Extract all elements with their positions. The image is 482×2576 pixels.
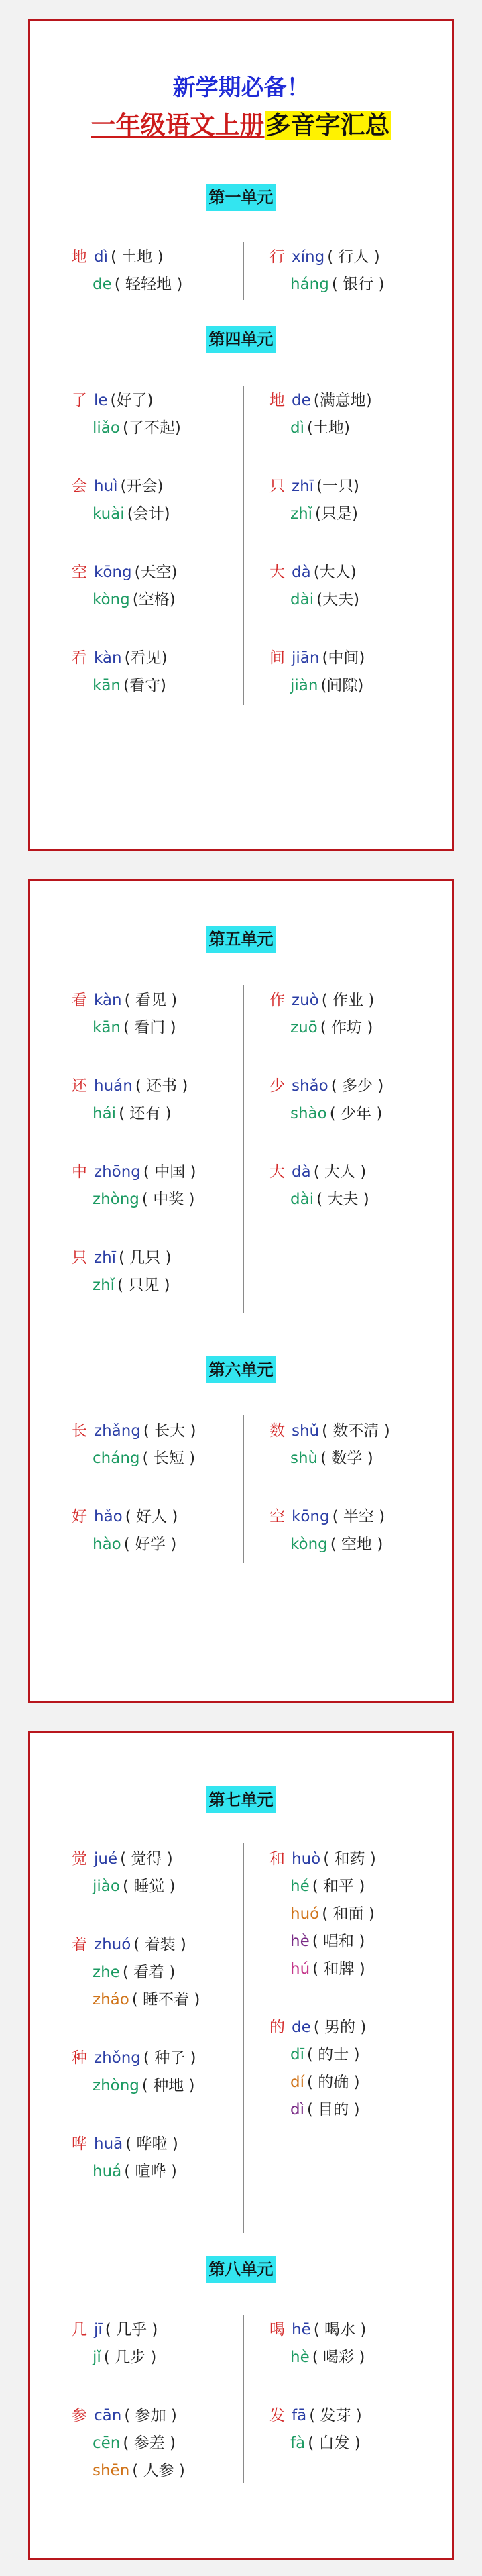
polyphone-character: 了 [72, 392, 87, 409]
polyphone-character: 地 [269, 392, 285, 409]
reading-line [269, 387, 444, 415]
example-word: ( 着装 ) [133, 1936, 186, 1953]
polyphone-character: 觉 [72, 1850, 87, 1868]
polyphone-character: 行 [269, 248, 285, 266]
unit1-right-column [269, 244, 444, 299]
card-units-1-4 [28, 19, 454, 851]
example-word: ( 种地 ) [141, 2077, 195, 2094]
subtitle-topic: 多音字汇总 [265, 111, 390, 140]
pinyin: kòng [290, 1536, 328, 1553]
polyphone-entry [72, 244, 246, 299]
example-word: ( 只见 ) [117, 1277, 170, 1294]
pinyin: dài [290, 1191, 314, 1208]
example-word: ( 中国 ) [143, 1163, 196, 1181]
reading-line [269, 1186, 444, 1214]
reading-line [269, 1100, 444, 1128]
reading-line [72, 2072, 246, 2100]
example-word: ( 看着 ) [122, 1964, 176, 1981]
polyphone-entry [269, 1845, 444, 1983]
pinyin: zhòng [93, 1191, 139, 1208]
example-word: ( 和药 ) [323, 1850, 376, 1868]
reading-line [269, 473, 444, 500]
example-word: ( 几只 ) [119, 1249, 172, 1267]
reading-line [269, 1445, 444, 1472]
example-word: ( 种子 ) [143, 2049, 196, 2067]
card-units-5-6 [28, 879, 454, 1703]
polyphone-character: 哗 [72, 2135, 87, 2153]
unit5-left-column [72, 987, 246, 1299]
pinyin: zhǒng [94, 2049, 141, 2067]
reading-line [269, 1531, 444, 1558]
pinyin: hǎo [94, 1508, 123, 1525]
reading-line [269, 1159, 444, 1186]
example-word: ( 参加 ) [124, 2407, 177, 2424]
reading-line [72, 415, 246, 442]
example-word: ( 多少 ) [330, 1077, 384, 1095]
polyphone-character: 喝 [269, 2321, 285, 2339]
example-word: (天空) [134, 564, 178, 581]
pinyin: jiào [93, 1878, 120, 1895]
example-word: ( 好学 ) [123, 1536, 177, 1553]
polyphone-entry [269, 387, 444, 442]
polyphone-character: 空 [269, 1508, 285, 1525]
page-title: 新学期必备！ [172, 74, 310, 101]
pinyin: háng [290, 276, 329, 293]
example-word: ( 喝水 ) [313, 2321, 367, 2339]
reading-line [72, 244, 246, 271]
reading-line [72, 1873, 246, 1900]
example-word: ( 的确 ) [307, 2074, 360, 2091]
pinyin: huì [94, 478, 118, 495]
pinyin: shào [290, 1105, 327, 1122]
polyphone-entry [72, 1159, 246, 1214]
reading-line [269, 1014, 444, 1042]
pinyin: hào [93, 1536, 121, 1553]
reading-line [269, 415, 444, 442]
example-word: ( 作业 ) [321, 991, 375, 1009]
reading-line [72, 1931, 246, 1959]
unit4-left-column [72, 387, 246, 700]
reading-line [269, 244, 444, 271]
unit6-right-column [269, 1417, 444, 1558]
reading-line [72, 1073, 246, 1100]
reading-line [72, 2158, 246, 2186]
example-word: (大人) [313, 564, 357, 581]
example-word: ( 参差 ) [123, 2434, 176, 2452]
unit6-left-column [72, 1417, 246, 1558]
example-word: ( 还有 ) [119, 1105, 172, 1122]
reading-line [72, 1272, 246, 1299]
polyphone-entry [269, 473, 444, 528]
pinyin: hú [290, 1960, 310, 1978]
pinyin: hē [292, 2321, 311, 2339]
pinyin: zhōng [94, 1163, 141, 1181]
example-word: (只是) [315, 505, 358, 523]
pinyin: kān [93, 1019, 121, 1036]
polyphone-character: 会 [72, 478, 87, 495]
example-word: ( 白发 ) [308, 2434, 361, 2452]
reading-line [269, 1900, 444, 1928]
pinyin: dí [290, 2074, 304, 2091]
pinyin: zhǐ [290, 505, 313, 523]
example-word: (好了) [110, 392, 154, 409]
polyphone-entry [269, 2402, 444, 2457]
polyphone-entry [72, 2316, 246, 2371]
reading-line [72, 1159, 246, 1186]
example-word: ( 觉得 ) [120, 1850, 173, 1868]
example-word: ( 哗啦 ) [125, 2135, 178, 2153]
pinyin: jī [94, 2321, 103, 2339]
example-word: ( 半空 ) [332, 1508, 385, 1525]
example-word: ( 睡不着 ) [131, 1991, 200, 2008]
polyphone-character: 好 [72, 1508, 87, 1525]
pinyin: jiān [292, 649, 320, 667]
example-word: ( 几步 ) [103, 2349, 157, 2366]
pinyin: zhe [93, 1964, 120, 1981]
polyphone-entry [269, 987, 444, 1042]
polyphone-character: 发 [269, 2407, 285, 2424]
reading-line [269, 500, 444, 528]
pinyin: le [94, 392, 108, 409]
pinyin: zuò [292, 991, 319, 1009]
polyphone-entry [72, 2045, 246, 2100]
example-word: ( 目的 ) [307, 2101, 360, 2118]
example-word: (一只) [316, 478, 359, 495]
pinyin: liǎo [93, 419, 120, 437]
pinyin: dì [290, 2101, 304, 2118]
polyphone-character: 作 [269, 991, 285, 1009]
example-word: ( 长大 ) [143, 1422, 196, 1440]
example-word: ( 还书 ) [135, 1077, 188, 1095]
example-word: (看见) [124, 649, 168, 667]
pinyin: dà [292, 564, 311, 581]
polyphone-character: 大 [269, 1163, 285, 1181]
reading-line [72, 2402, 246, 2430]
example-word: (大夫) [316, 591, 360, 608]
pinyin: jǐ [93, 2349, 101, 2366]
polyphone-entry [72, 387, 246, 442]
polyphone-character: 空 [72, 564, 87, 581]
example-word: ( 唱和 ) [312, 1933, 365, 1950]
polyphone-character: 和 [269, 1850, 285, 1868]
reading-line [72, 672, 246, 700]
example-word: ( 男的 ) [313, 2019, 367, 2036]
unit-label-1: 第一单元 [206, 184, 276, 211]
pinyin: jué [94, 1850, 118, 1868]
polyphone-character: 还 [72, 1077, 87, 1095]
page-subtitle [30, 105, 452, 141]
reading-line [72, 387, 246, 415]
reading-line [72, 559, 246, 586]
polyphone-character: 只 [269, 478, 285, 495]
example-word: ( 行人 ) [327, 248, 380, 266]
unit4-right-column [269, 387, 444, 700]
example-word: ( 银行 ) [331, 276, 385, 293]
example-word: ( 数不清 ) [322, 1422, 390, 1440]
example-word: ( 看门 ) [123, 1019, 176, 1036]
pinyin: kuài [93, 505, 125, 523]
subtitle-grade: 一年级语文上册 [91, 111, 265, 140]
pinyin: fà [290, 2434, 306, 2452]
example-word: ( 空地 ) [330, 1536, 383, 1553]
polyphone-entry [72, 1845, 246, 1900]
polyphone-entry [269, 1503, 444, 1558]
reading-line [72, 1986, 246, 2014]
polyphone-entry [72, 1931, 246, 2014]
reading-line [269, 1503, 444, 1531]
polyphone-character: 中 [72, 1163, 87, 1181]
pinyin: hé [290, 1878, 310, 1895]
example-word: ( 人参 ) [132, 2462, 185, 2479]
reading-line [72, 2430, 246, 2457]
polyphone-entry [269, 244, 444, 299]
pinyin: huā [94, 2135, 123, 2153]
unit-label-5: 第五单元 [206, 926, 276, 953]
card-units-7-8 [28, 1731, 454, 2560]
example-word: (空格) [132, 591, 176, 608]
pinyin: kān [93, 677, 121, 694]
example-word: ( 中奖 ) [141, 1191, 195, 1208]
polyphone-entry [269, 2316, 444, 2371]
polyphone-character: 数 [269, 1422, 285, 1440]
example-word: (满意地) [313, 392, 372, 409]
pinyin: hè [290, 1933, 310, 1950]
reading-line [269, 586, 444, 614]
pinyin: fā [292, 2407, 307, 2424]
pinyin: cháng [93, 1450, 140, 1467]
polyphone-character: 大 [269, 564, 285, 581]
unit8-left-column [72, 2316, 246, 2485]
reading-line [269, 2096, 444, 2124]
polyphone-character: 的 [269, 2019, 285, 2036]
reading-line [72, 500, 246, 528]
pinyin: zhuó [94, 1936, 131, 1953]
reading-line [72, 2457, 246, 2485]
example-word: ( 少年 ) [329, 1105, 383, 1122]
reading-line [269, 2014, 444, 2041]
example-word: ( 发芽 ) [309, 2407, 362, 2424]
pinyin: huò [292, 1850, 321, 1868]
pinyin: xíng [292, 248, 325, 266]
example-word: ( 喧哗 ) [124, 2163, 177, 2180]
example-word: ( 几乎 ) [105, 2321, 158, 2339]
example-word: ( 和平 ) [312, 1878, 365, 1895]
reading-line [72, 1959, 246, 1986]
reading-line [72, 987, 246, 1014]
example-word: ( 睡觉 ) [122, 1878, 176, 1895]
example-word: ( 喝彩 ) [312, 2349, 365, 2366]
unit1-left-column [72, 244, 246, 299]
polyphone-entry [72, 1073, 246, 1128]
pinyin: dì [290, 419, 304, 437]
reading-line [269, 2316, 444, 2344]
polyphone-entry [72, 645, 246, 700]
example-word: ( 大人 ) [313, 1163, 367, 1181]
pinyin: dī [290, 2046, 304, 2063]
polyphone-character: 间 [269, 649, 285, 667]
polyphone-entry [72, 987, 246, 1042]
pinyin: kōng [94, 564, 132, 581]
polyphone-character: 参 [72, 2407, 87, 2424]
example-word: (会计) [127, 505, 170, 523]
example-word: ( 土地 ) [111, 248, 164, 266]
pinyin: shù [290, 1450, 318, 1467]
pinyin: dì [94, 248, 108, 266]
pinyin: kōng [292, 1508, 330, 1525]
reading-line [269, 2041, 444, 2069]
pinyin: shǔ [292, 1422, 320, 1440]
polyphone-character: 种 [72, 2049, 87, 2067]
polyphone-entry [72, 2402, 246, 2485]
pinyin: huó [290, 1905, 320, 1923]
polyphone-entry [72, 1417, 246, 1472]
reading-line [72, 645, 246, 672]
reading-line [269, 672, 444, 700]
pinyin: shēn [93, 2462, 130, 2479]
unit-label-8: 第八单元 [206, 2256, 276, 2283]
pinyin: zuō [290, 1019, 318, 1036]
example-word: (土地) [307, 419, 350, 437]
unit-label-6: 第六单元 [206, 1356, 276, 1383]
polyphone-entry [269, 1159, 444, 1214]
example-word: (中间) [322, 649, 365, 667]
reading-line [72, 1014, 246, 1042]
example-word: ( 好人 ) [125, 1508, 178, 1525]
polyphone-character: 地 [72, 248, 87, 266]
pinyin: zháo [93, 1991, 129, 2008]
pinyin: zhǐ [93, 1277, 115, 1294]
example-word: ( 和面 ) [322, 1905, 375, 1923]
example-word: (看守) [123, 677, 166, 694]
reading-line [269, 1873, 444, 1900]
reading-line [72, 2344, 246, 2371]
polyphone-character: 少 [269, 1077, 285, 1095]
reading-line [269, 559, 444, 586]
reading-line [72, 1445, 246, 1472]
pinyin: dài [290, 591, 314, 608]
example-word: ( 作坊 ) [320, 1019, 373, 1036]
polyphone-entry [72, 559, 246, 614]
example-word: ( 数学 ) [320, 1450, 373, 1467]
polyphone-entry [269, 645, 444, 700]
reading-line [269, 2430, 444, 2457]
example-word: ( 长短 ) [142, 1450, 196, 1467]
polyphone-entry [72, 473, 246, 528]
example-word: (间隙) [320, 677, 364, 694]
reading-line [72, 2316, 246, 2344]
pinyin: kòng [93, 591, 130, 608]
reading-line [269, 1845, 444, 1873]
polyphone-character: 长 [72, 1422, 87, 1440]
reading-line [72, 1417, 246, 1445]
polyphone-character: 只 [72, 1249, 87, 1267]
pinyin: dà [292, 1163, 311, 1181]
reading-line [72, 1531, 246, 1558]
pinyin: zhī [94, 1249, 117, 1267]
unit-label-4: 第四单元 [206, 326, 276, 353]
polyphone-character: 几 [72, 2321, 87, 2339]
unit7-right-column [269, 1845, 444, 2124]
pinyin: kàn [94, 991, 122, 1009]
pinyin: zhòng [93, 2077, 139, 2094]
pinyin: zhī [292, 478, 314, 495]
example-word: ( 轻轻地 ) [114, 276, 183, 293]
reading-line [72, 2131, 246, 2158]
unit5-right-column [269, 987, 444, 1214]
polyphone-character: 看 [72, 991, 87, 1009]
reading-line [72, 271, 246, 299]
polyphone-entry [72, 2131, 246, 2186]
pinyin: huá [93, 2163, 122, 2180]
polyphone-character: 着 [72, 1936, 87, 1953]
reading-line [269, 1928, 444, 1955]
reading-line [72, 586, 246, 614]
pinyin: jiàn [290, 677, 318, 694]
reading-line [269, 645, 444, 672]
unit8-right-column [269, 2316, 444, 2457]
pinyin: de [292, 392, 311, 409]
pinyin: cān [94, 2407, 122, 2424]
example-word: ( 和牌 ) [312, 1960, 365, 1978]
reading-line [72, 473, 246, 500]
reading-line [269, 2402, 444, 2430]
reading-line [269, 1417, 444, 1445]
reading-line [269, 987, 444, 1014]
polyphone-entry [269, 1417, 444, 1472]
pinyin: de [292, 2019, 311, 2036]
polyphone-entry [269, 559, 444, 614]
polyphone-entry [72, 1503, 246, 1558]
example-word: ( 看见 ) [124, 991, 178, 1009]
reading-line [72, 1186, 246, 1214]
reading-line [72, 1503, 246, 1531]
pinyin: de [93, 276, 112, 293]
reading-line [269, 1073, 444, 1100]
example-word: ( 的士 ) [307, 2046, 360, 2063]
example-word: ( 大夫 ) [316, 1191, 369, 1208]
reading-line [269, 2069, 444, 2096]
example-word: (了不起) [122, 419, 181, 437]
reading-line [269, 271, 444, 299]
pinyin: hái [93, 1105, 117, 1122]
example-word: (开会) [120, 478, 164, 495]
polyphone-entry [269, 2014, 444, 2124]
reading-line [269, 2344, 444, 2371]
polyphone-entry [269, 1073, 444, 1128]
pinyin: shǎo [292, 1077, 328, 1095]
polyphone-character: 看 [72, 649, 87, 667]
reading-line [72, 1845, 246, 1873]
reading-line [269, 1955, 444, 1983]
unit7-left-column [72, 1845, 246, 2186]
pinyin: hè [290, 2349, 310, 2366]
unit-label-7: 第七单元 [206, 1786, 276, 1813]
pinyin: huán [94, 1077, 133, 1095]
pinyin: zhǎng [94, 1422, 141, 1440]
pinyin: kàn [94, 649, 122, 667]
pinyin: cēn [93, 2434, 121, 2452]
reading-line [72, 1100, 246, 1128]
reading-line [72, 1244, 246, 1272]
reading-line [72, 2045, 246, 2072]
polyphone-entry [72, 1244, 246, 1299]
